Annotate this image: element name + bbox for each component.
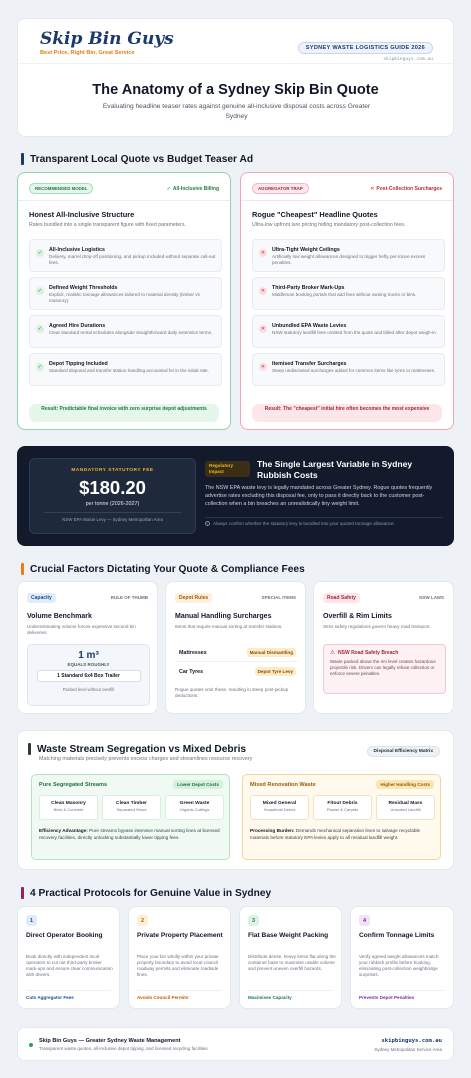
capacity-title: Volume Benchmark	[27, 613, 92, 620]
road-tag: Road Safety	[323, 593, 360, 603]
levy-fee-box	[29, 458, 196, 534]
depot-kind: SPECIAL ITEMS	[261, 595, 296, 600]
page-subtitle: Evaluating headline teaser rates against genuine all-inclusive disposal costs across Greater Sydney	[102, 103, 371, 120]
regulatory-badge: Regulatory Impact	[205, 461, 250, 477]
road-alert	[323, 644, 446, 694]
status-dot-icon	[29, 1043, 33, 1047]
heading-accent	[21, 153, 24, 165]
list-item: ✕ Itemised Transfer Surcharges Steep undisclosed surcharges added for common items like tyres or mattresses.	[252, 353, 445, 386]
logo-tagline: Best Price, Right Bin, Great Service	[40, 50, 135, 56]
recommended-badge: RECOMMENDED MODEL	[29, 183, 93, 194]
check-circle-icon: ✓	[37, 364, 43, 370]
depot-title: Manual Handling Surcharges	[175, 613, 272, 620]
good-result: Result: Predictable final invoice with zero surprise depot adjustments	[29, 404, 219, 422]
stream-chip: Clean Masonry Brick & Concrete	[39, 795, 98, 820]
footer-card	[17, 1027, 454, 1061]
levy-amount: $180.20	[79, 477, 146, 498]
good-desc: Rates bundled into a single transparent figure with fixed parameters.	[29, 222, 186, 228]
capacity-benchmark-box	[27, 644, 150, 706]
road-card	[313, 581, 454, 714]
check-circle-icon: ✓	[37, 326, 43, 332]
levy-source: NSW EPA Waste Levy — Sydney Metropolitan Area	[62, 517, 163, 522]
factors-heading: Crucial Factors Dictating Your Quote & Compliance Fees	[21, 563, 305, 575]
depot-row: Car Tyres Depot Tyre Levy	[175, 664, 298, 681]
good-list	[29, 239, 222, 386]
stream-chip: Clean Timber Separated Wood	[102, 795, 161, 820]
levy-unit: per tonne (2026-2027)	[85, 501, 140, 507]
fee-chip: Manual Dismantling	[247, 648, 296, 657]
fee-chip: Depot Tyre Levy	[255, 667, 296, 676]
protocol-card: 1 Direct Operator Booking Book directly with independent local operators to cut out third-party broker mark-ups and ensure clear communication with drivers. Cuts Aggregator Fees	[17, 906, 120, 1009]
step-number: 4	[359, 915, 370, 926]
footer-area: Sydney Metropolitan Service Area	[374, 1047, 442, 1052]
road-kind: NSW LAWS	[419, 595, 444, 600]
levy-note: Always confirm whether the statutory levy is bundled into your quoted tonnage allowance.	[213, 521, 395, 526]
cross-circle-icon: ✕	[260, 250, 266, 256]
cross-circle-icon: ✕	[260, 288, 266, 294]
efficiency-badge: Disposal Efficiency Matrix	[367, 746, 440, 757]
bad-list	[252, 239, 445, 386]
protocol-tag: Maximises Capacity	[248, 995, 292, 1000]
good-status: All-Inclusive Billing	[172, 185, 219, 192]
list-item: ✓ All-Inclusive Logistics Delivery, marrel drop-off positioning, and pickup included without separate call-out fees.	[29, 239, 222, 272]
depot-tag: Depot Rules	[175, 593, 212, 603]
pure-streams-panel	[31, 774, 230, 860]
pure-tag: Lower Depot Costs	[173, 780, 223, 789]
mixed-title: Mixed Renovation Waste	[250, 782, 316, 788]
list-item: ✓ Agreed Hire Durations Clear standard rental schedules alongside straightforward daily extension terms.	[29, 315, 222, 348]
depot-card	[165, 581, 306, 714]
footer-brand: Skip Bin Guys — Greater Sydney Waste Management	[39, 1038, 181, 1044]
protocol-card: 3 Flat Base Weight Packing Distribute dense, heavy items flat along the container base to maximise usable volume and prevent uneven overfill hazards. Maximises Capacity	[239, 906, 342, 1009]
pure-note: Efficiency Advantage: Pure streams bypass intensive manual sorting lines at licensed recovery facilities, directly unlocking substantially lower tipping fees.	[39, 828, 220, 840]
road-title: Overfill & Rim Limits	[323, 613, 392, 620]
heading-accent	[28, 743, 31, 755]
protocol-card: 2 Private Property Placement Place your bin wholly within your private property boundary to avoid local council roadway permits and eliminate roadside fines. Avoids Council Permits	[128, 906, 231, 1009]
list-item: ✕ Unbundled EPA Waste Levies NSW statutory landfill fees omitted from the quote and billed after depot weigh-in.	[252, 315, 445, 348]
cross-icon: ✕	[370, 185, 375, 192]
levy-title: The Single Largest Variable in Sydney Rubbish Costs	[257, 459, 413, 480]
heading-accent	[21, 887, 24, 899]
warning-icon: ⚠	[330, 650, 336, 656]
rogue-quote-card	[240, 172, 454, 430]
alert-body: Waste packed above the rim level creates hazardous projectile risk. Drivers can legally refuse collection or enforce severe penalties.	[330, 659, 436, 677]
step-number: 3	[248, 915, 259, 926]
list-item: ✕ Ultra-Tight Weight Ceilings Artificially low weight allowances designed to trigger hefty per-tonne excess penalties.	[252, 239, 445, 272]
list-item: ✕ Third-Party Broker Mark-Ups Middleman booking portals that add fees without owning trucks or bins.	[252, 277, 445, 310]
capacity-desc: Underestimating volume forces expensive second bin deliveries.	[27, 624, 136, 635]
check-circle-icon: ✓	[37, 288, 43, 294]
levy-label: MANDATORY STATUTORY FEE	[71, 468, 154, 473]
protocols-heading: 4 Practical Protocols for Genuine Value in Sydney	[21, 887, 271, 899]
good-title: Honest All-Inclusive Structure	[29, 210, 135, 219]
footer-desc: Transparent waste quotes, all-inclusive depot tipping, and licensed recycling facilities	[39, 1046, 208, 1051]
levy-banner	[17, 446, 454, 546]
stream-chip: Residual Mass Unsorted Landfill	[376, 795, 435, 820]
aggregator-badge: AGGREGATOR TRAP	[252, 183, 309, 194]
header-card	[17, 18, 454, 137]
waste-subheading: Matching materials precisely prevents excess charges and streamlines resource recovery	[39, 756, 253, 762]
waste-card	[17, 730, 454, 870]
cross-circle-icon: ✕	[260, 364, 266, 370]
protocol-tag: Cuts Aggregator Fees	[26, 995, 74, 1000]
page-title: The Anatomy of a Sydney Skip Bin Quote	[92, 82, 379, 98]
levy-body: The NSW EPA waste levy is legally mandated across Greater Sydney. Rogue quotes frequently advertise rates excluding this disposal fee, only to pass it directly back to the customer post-collection when a bin breaches an unrealistically tiny weight limit.	[205, 485, 433, 507]
capacity-foot: Packed level without overfill	[62, 687, 115, 692]
depot-desc: Items that require manual sorting at transfer stations.	[175, 624, 283, 629]
cross-circle-icon: ✕	[260, 326, 266, 332]
protocol-tag: Avoids Council Permits	[137, 995, 189, 1000]
protocol-card: 4 Confirm Tonnage Limits Verify agreed weight allowances match your rubbish profile before booking, eliminating post-collection weighbridge surprises. Prevents Depot Penalties	[350, 906, 454, 1009]
bad-title: Rogue "Cheapest" Headline Quotes	[252, 210, 378, 219]
bad-result: Result: The "cheapest" initial hire often becomes the most expensive	[252, 404, 442, 422]
depot-foot: Rogue quotes omit these, resulting in steep post-pickup deductions.	[175, 687, 289, 698]
heading-accent	[21, 563, 24, 575]
road-desc: Strict safety regulations govern heavy road transport.	[323, 624, 431, 629]
website-link[interactable]: skipbinguys.com.au	[383, 57, 433, 62]
footer-site-link[interactable]: skipbinguys.com.au	[381, 1038, 442, 1044]
compare-heading: Transparent Local Quote vs Budget Teaser Ad	[21, 153, 253, 165]
trailer-chip: 1 Standard 6x4 Box Trailer	[37, 670, 141, 682]
list-item: ✓ Depot Tipping Included Standard disposal and transfer station handling accounted for in the initial rate.	[29, 353, 222, 386]
bad-status: Post-Collection Surcharges	[376, 185, 442, 192]
capacity-equals: EQUALS ROUGHLY	[67, 662, 110, 667]
bad-desc: Ultra-low upfront lure pricing hiding mandatory post-collection fees.	[252, 222, 406, 228]
stream-chip: Green Waste Organic Cuttings	[165, 795, 224, 820]
mixed-tag: Higher Handling Costs	[376, 780, 434, 789]
step-number: 1	[26, 915, 37, 926]
waste-heading: Waste Stream Segregation vs Mixed Debris	[28, 743, 246, 755]
check-circle-icon: ✓	[37, 250, 43, 256]
step-number: 2	[137, 915, 148, 926]
stream-chip: Fitout Debris Plaster & Carpets	[313, 795, 372, 820]
protocol-tag: Prevents Depot Penalties	[359, 995, 415, 1000]
capacity-kind: RULE OF THUMB	[110, 595, 148, 600]
alert-title: NSW Road Safety Breach	[338, 650, 399, 656]
capacity-volume: 1 m³	[78, 650, 99, 661]
depot-row: Mattresses Manual Dismantling	[175, 645, 298, 662]
guide-badge: SYDNEY WASTE LOGISTICS GUIDE 2026	[298, 42, 433, 54]
mixed-note: Processing Burden: Demands mechanical separation lines to salvage recyclable materials before statutory EPA levies apply to all residual landfill weight.	[250, 828, 421, 840]
info-icon: i	[205, 521, 210, 526]
capacity-tag: Capacity	[27, 593, 56, 603]
list-item: ✓ Defined Weight Thresholds Explicit, realistic tonnage allowances tailored to material density (timber vs masonry).	[29, 277, 222, 310]
capacity-card	[17, 581, 158, 714]
check-icon: ✓	[166, 185, 171, 192]
logo	[40, 29, 174, 56]
stream-chip: Mixed General Household Debris	[250, 795, 309, 820]
mixed-waste-panel	[242, 774, 441, 860]
pure-title: Pure Segregated Streams	[39, 782, 108, 788]
logo-text: Skip Bin Guys	[40, 29, 174, 49]
good-quote-card	[17, 172, 231, 430]
